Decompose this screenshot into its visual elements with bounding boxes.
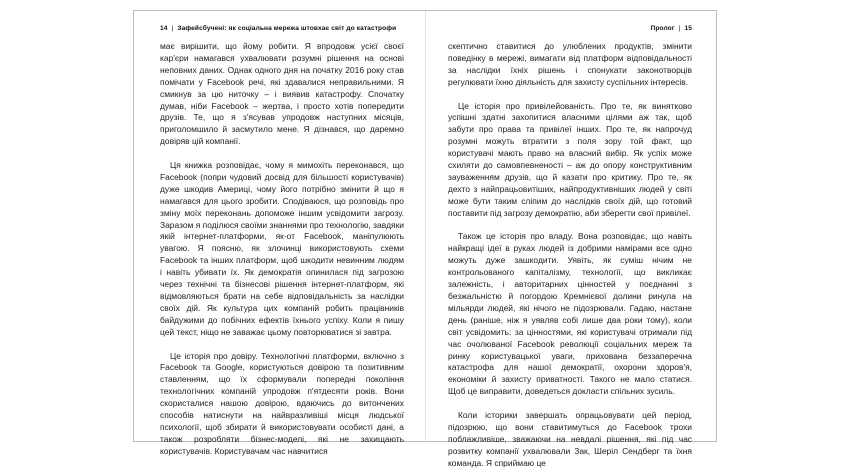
right-running-title: Пролог <box>650 25 675 32</box>
running-head-separator: | <box>171 25 174 32</box>
paragraph: Також це історія про владу. Вона розповідає, що навіть найкращі ідеї в руках людей із добрими намірами все одно можуть дуже зашкодити. Уявіть, як суміш нічим не контрольованого капіталізму, технології, що викликає залежність, і авторитарних цінностей у поєднанні з безжальністю й погордою Кремнієвої долини ринула на мільярди людей, які нічого не підозрювали. Гадаю, настане день (раніше, ніж я уявляв собі лише два роки тому), коли світ усвідомить: за цінностями, які користувачі отримали під час очолюваної Facebook революції соціальних мереж та ринку користувацької уваги, прихована беззаперечна катастрофа для нашої демократії, охорони здоров'я, економіки й захисту приватності. Такого не мало статися. Щоб це виправити, доведеться докласти спільних зусиль. <box>448 231 692 397</box>
paragraph: Це історія про довіру. Технологічні платформи, включно з Facebook та Google, користуються довірою та позитивним ставленням, що їх сформували попередні покоління технологічних компаній упродовж п'ятдесяти років. Вони скористалися нашою довірою, вдаючись до витончених способів натиснути на найвразливіші місця людської психології, щоб збирати й використовувати особисті дані, а також розробляти бізнес-моделі, які не захищають користувачів. Користувачам час навчитися <box>160 350 404 456</box>
left-page-number: 14 <box>160 25 168 32</box>
paragraph: має вирішити, що йому робити. Я впродовж усієї своєї кар'єри намагався ухвалювати розумні рішення на основі неповних даних. Однак одного дня на початку 2016 року став помічати у Facebook речі, які здавалися неправильними. Я смикнув за цю ниточку – і виявив катастрофу. Спочатку думав, ніби Facebook – жертва, і просто хотів попередити друзів. Те, що я з'ясував упродовж наступних місяців, приголомшило й засмутило мене. Я дізнався, що даремно довіряв цій компанії. <box>160 41 404 147</box>
right-page-body <box>448 41 692 470</box>
left-running-head <box>160 25 396 32</box>
right-running-head <box>651 25 692 32</box>
right-page-number: 15 <box>684 25 692 32</box>
paragraph: Це історія про привілейованість. Про те, як винятково успішні здатні захопитися власними цілями аж так, щоб забути про права та привілеї інших. Про те, як напрочуд розумні можуть втратити з поля зору той факт, що користувачі мають право на власний вибір. Як успіх може схиляти до самовпевненості – аж до опору конструктивним зауваженням друзів, що й казати про критику. Про те, як дехто з найпрацьовитіших, найпродуктивніших людей у світі може бути таким сліпим до наслідків своїх дій, що готовий поставити під загрозу демократію, аби зберегти свої привілеї. <box>448 100 692 218</box>
paragraph: Коли історики завершать опрацьовувати цей період, підозрюю, що вони ставитимуться до Facebook трохи поблажливіше, зважаючи на невдалі рішення, які під час розвитку компанії ухвалювали Зак, Шеріл Сендберг та їхня команда. Я сприймаю це <box>448 410 692 468</box>
left-page <box>134 11 426 456</box>
left-page-body <box>160 41 404 458</box>
left-running-title: Зафейсбучені: як соціальна мережа штовхає світ до катастрофи <box>177 25 397 32</box>
paragraph: скептично ставитися до улюблених продуктів, змінити поведінку в мережі, вимагати від платформ відповідальності за наслідки їхніх рішень і спонукати законотворців регулювати їхню діяльність для захисту суспільних інтересів. <box>448 41 692 87</box>
right-page <box>426 11 718 468</box>
running-head-separator: | <box>678 25 681 32</box>
paragraph: Ця книжка розповідає, чому я мимохіть переконався, що Facebook (попри чудовий досвід для більшості користувачів) дуже шкодив Америці, чому його потрібно змінити й що я намагався для цього зробити. Сподіваюся, що розповідь про зміну моїх переконань допоможе іншим усвідомити загрозу. Заразом я поділюся своїми знаннями про технологію, завдяки якій інтернет-платформи, як-от Facebook, маніпулюють увагою. Я поясню, як злочинці використовують схеми Facebook та інших платформ, щоб шкодити невинним людям і навіть убивати їх. Як демократія опинилася під загрозою через технічні та бізнесові рішення інтернет-платформ, які відмовляються брати на себе відповідальність за наслідки своїх дій. Як культура цих компаній робить працівників байдужими до побічних ефектів їхнього успіху. Коли я пишу цей текст, ніщо не заважає цьому повторюватися зі завтра. <box>160 160 404 337</box>
book-spread <box>133 10 717 468</box>
